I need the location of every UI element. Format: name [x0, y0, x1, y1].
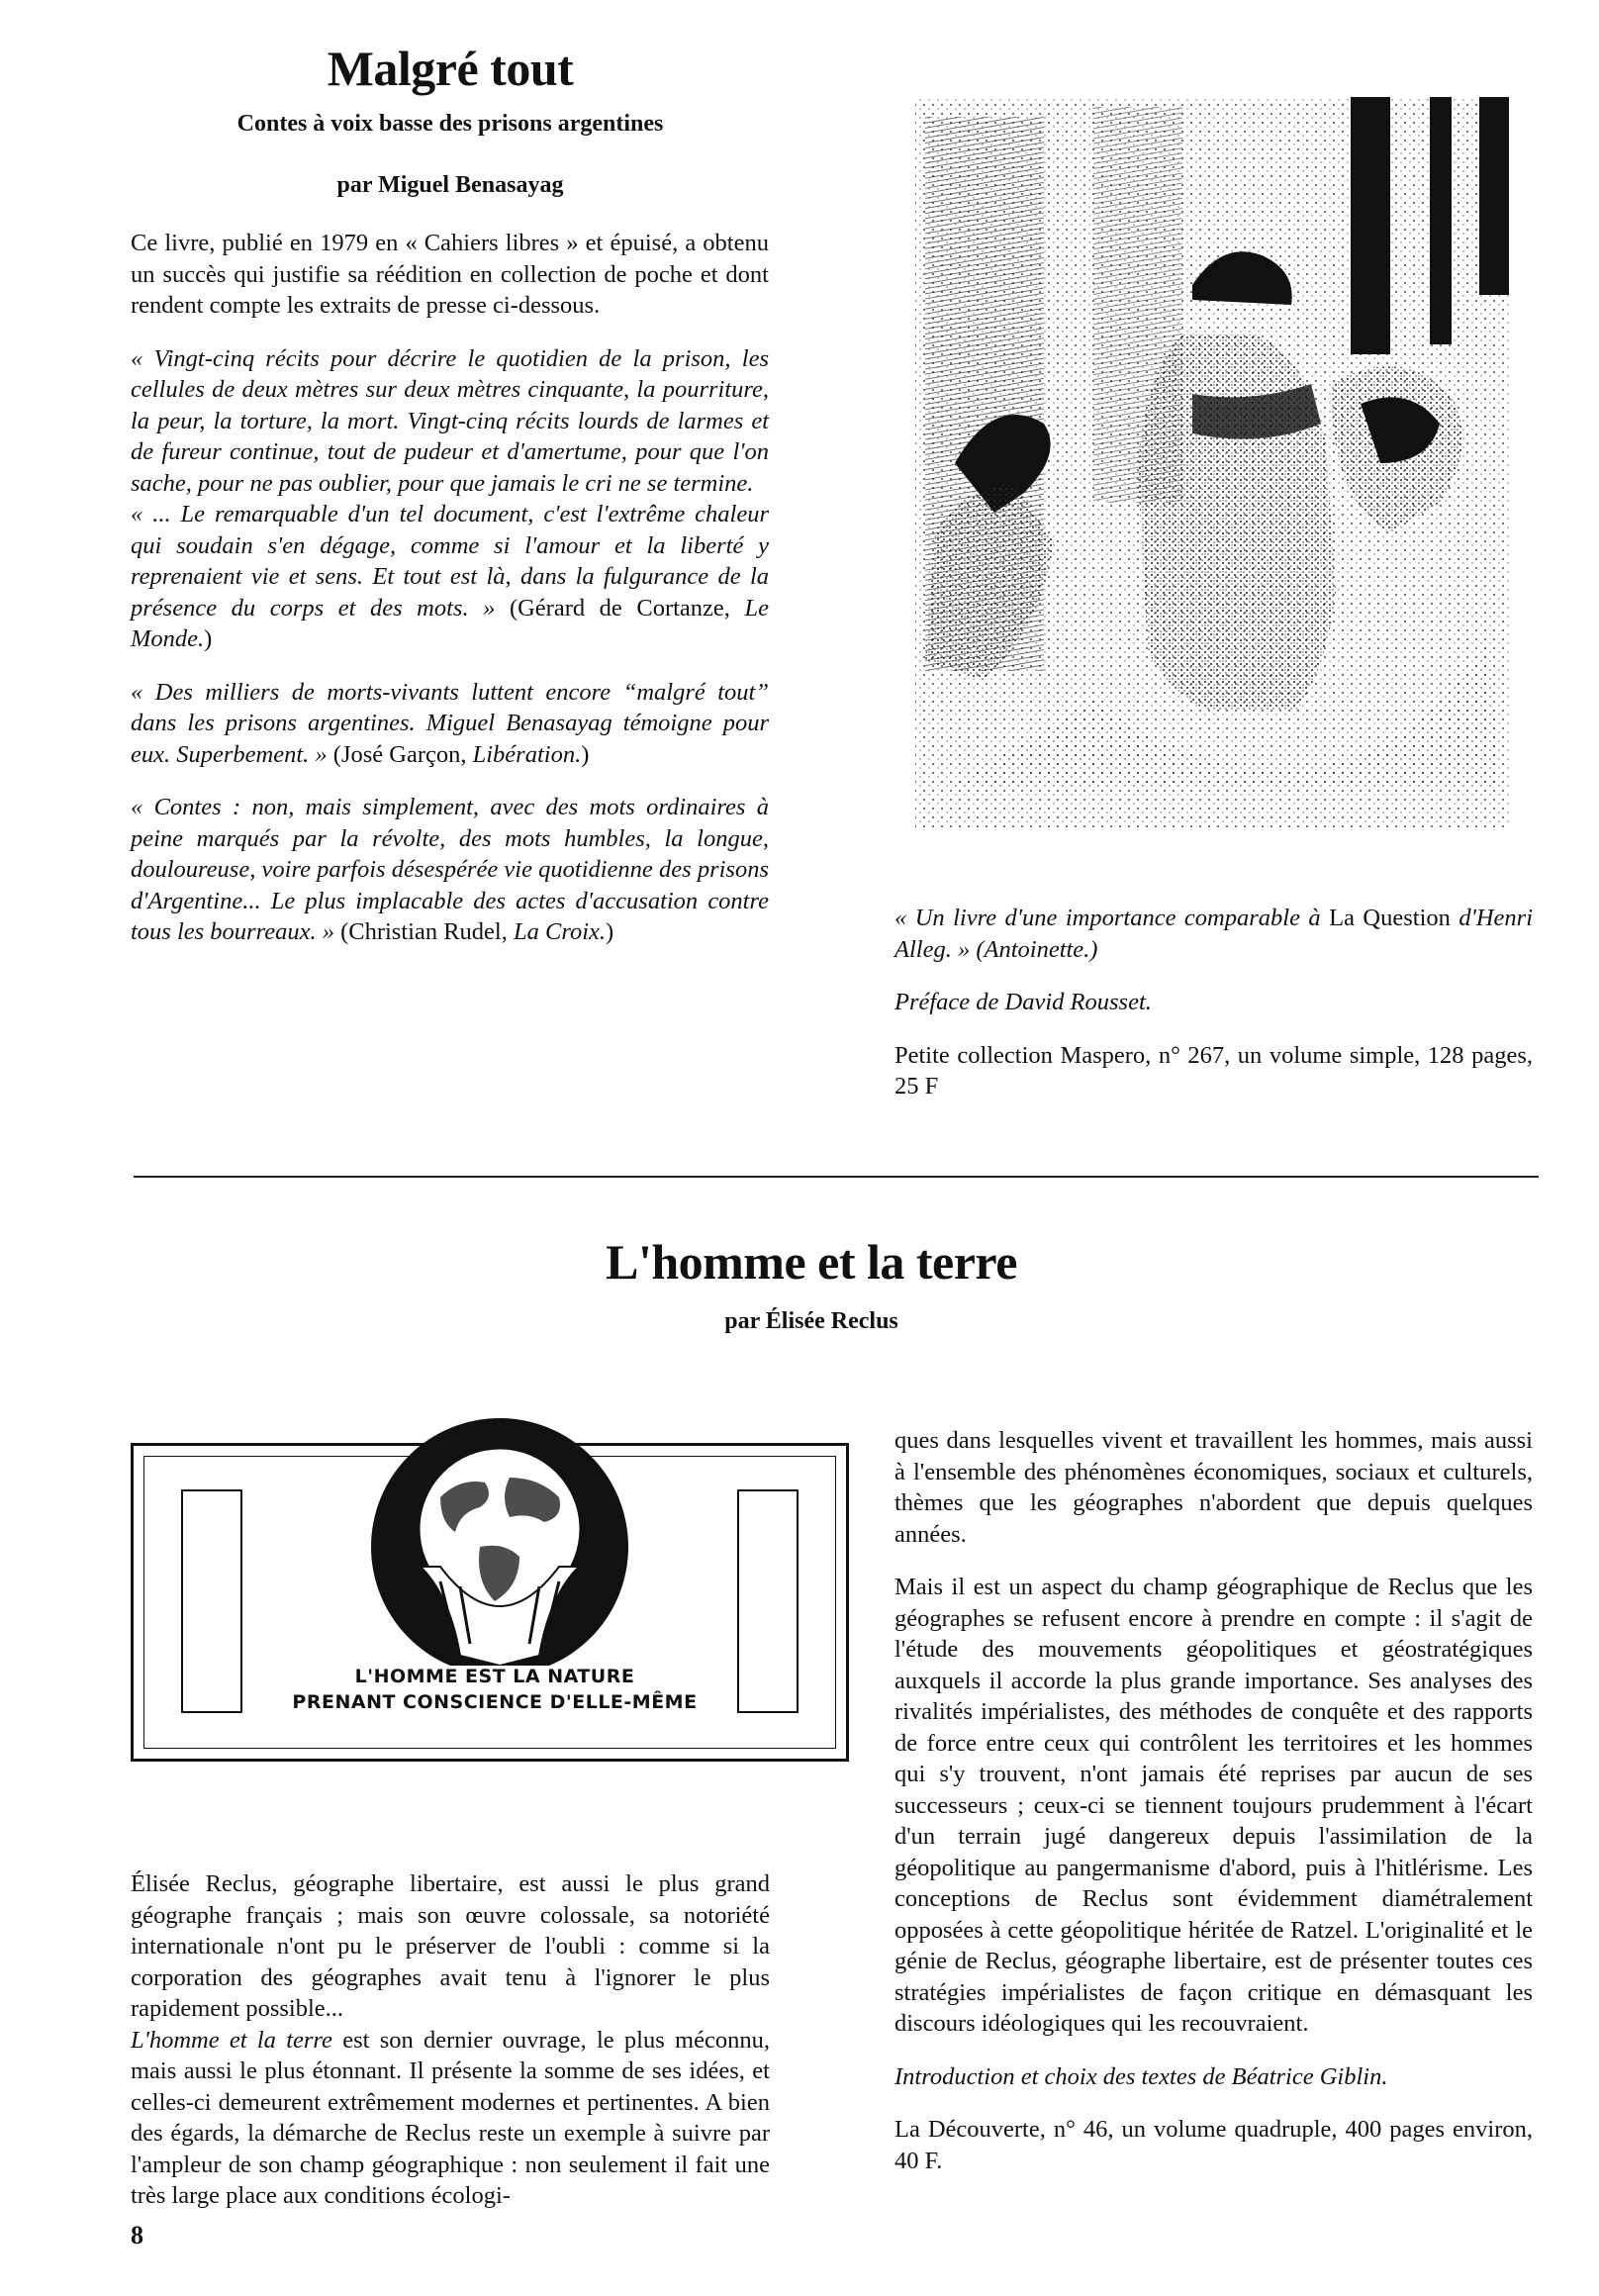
emblem-frame [131, 1443, 849, 1762]
article1-quote4-source: (Christian Rudel, [333, 918, 514, 945]
article2-col2-para2: Mais il est un aspect du champ géographique de Reclus que les géographes se refusent encore à prendre en compte : il s'agit de l'étude des mouvements géopolitiques et géostratégiques auxquels il accorde la plus grande importance. Ses analyses des rivalités impérialistes, des méthodes de conquête et des rapports de force entre ceux qui contrôlent les territoires et les hommes qui s'y trouvent, n'ont jamais été reprises par aucun de ses successeurs ; ceux-ci se tiennent toujours prudemment à l'écart d'un terrain jugé dangereux depuis l'assimilation de la géopolitique au pangermanisme d'abord, puis à l'hitlérisme. Les conceptions de Reclus sont évidemment diamétralement opposées à cette géopolitique héritée de Ratzel. L'originalité et le génie de Reclus, géographe libertaire, est de présenter toutes ces stratégies impérialistes de façon critique en démasquant les discours idéologiques qui les recouvraient. [894, 1574, 1533, 2037]
article1-quote5-rest: d'Henri Alleg. » (Antoinette.) [894, 905, 1533, 963]
emblem-caption-line1: L'HOMME EST LA NATURE [282, 1666, 707, 1687]
article1-quote2-pub: Le Monde. [131, 594, 769, 652]
article2-intro-credit: Introduction et choix des textes de Béatrice Giblin. [894, 2062, 1388, 2090]
emblem-right-panel [737, 1489, 799, 1713]
article2-col2-para1: ques dans lesquelles vivent et travaillent les hommes, mais aussi à l'ensemble des phénomènes économiques, sociaux et culturels, thèmes que les géographes n'abordent que depuis quelques années. [894, 1427, 1533, 1548]
article1-quote5 [894, 903, 1533, 965]
globe-hands-icon [361, 1418, 638, 1685]
article2-para1: Élisée Reclus, géographe libertaire, est aussi le plus grand géographe français ; mais son œuvre colossale, sa notoriété internationale n'ont pu le préserver de l'oubli : comme si la corporation des géographes avait tenu à l'ignorer le plus rapidement possible... [131, 1870, 770, 2022]
article1-quote4 [131, 792, 769, 948]
article2-author: par Élisée Reclus [724, 1308, 898, 1334]
prison-illustration [895, 57, 1529, 859]
article1-quote2 [131, 499, 769, 655]
article1-preface: Préface de David Rousset. [894, 989, 1152, 1015]
article1-quote5-text: « Un livre d'une importance comparable à [894, 905, 1330, 931]
article1-quote3-close: ) [581, 740, 590, 768]
article1-title: Malgré tout [327, 41, 574, 96]
article1-quote1: « Vingt-cinq récits pour décrire le quotidien de la prison, les cellules de deux mètres sur deux mètres cinquante, la pourriture, la peur, la torture, la mort. Vingt-cinq récits lourds de larmes et de fureur continue, tout de pudeur et d'amertume, pour que l'on sache, pour ne pas oublier, pour que jamais le cri ne se termine. [131, 344, 769, 497]
article1-quote2-close: ) [204, 625, 213, 652]
article1-quote3-source: (José Garçon, [327, 740, 473, 768]
article1-quote5-book: La Question [1329, 905, 1451, 931]
article1-quote3-pub: Libération. [472, 740, 582, 768]
article1-author: par Miguel Benasayag [336, 172, 564, 198]
article1-quote2-source: (Gérard de Cortanze, [495, 594, 745, 622]
article1-quote2-text: « ... Le remarquable d'un tel document, c'est l'extrême chaleur qui soudain s'en dégage, comme si l'amour et la liberté y reprenaient vie et sens. Et tout est là, dans la fulgurance de la présence du corps et des mots. » [131, 501, 769, 622]
article1-edition: Petite collection Maspero, n° 267, un volume simple, 128 pages, 25 F [894, 1041, 1533, 1100]
article1-quote3 [131, 677, 769, 771]
section-divider [134, 1176, 1539, 1178]
article1-quote4-close: ) [606, 918, 614, 945]
article1-quote4-text: « Contes : non, mais simplement, avec des mots ordinaires à peine marqués par la révolte, des mots humbles, la longue, douloureuse, voire parfois désespérée vie quotidienne des prisons d'Argentine... Le plus implacable des actes d'accusation contre tous les bourreaux. » [131, 794, 769, 945]
article2-right-column [894, 1425, 1533, 2198]
page-number: 8 [131, 2221, 143, 2249]
article2-para2 [131, 2025, 770, 2212]
article2-title: L'homme et la terre [606, 1234, 1017, 1290]
article1-quote3-text: « Des milliers de morts-vivants luttent encore “malgré tout” dans les prisons argentines. Miguel Benasayag témoigne pour eux. Superbement. » [131, 678, 769, 768]
article1-subtitle: Contes à voix basse des prisons argentines [236, 111, 664, 137]
article1-intro: Ce livre, publié en 1979 en « Cahiers libres » et épuisé, a obtenu un succès qui justifie sa réédition en collection de poche et dont rendent compte les extraits de presse ci-dessous. [131, 230, 769, 319]
emblem-caption-line2: PRENANT CONSCIENCE D'ELLE-MÊME [282, 1691, 707, 1713]
article2-edition: La Découverte, n° 46, un volume quadruple, 400 pages environ, 40 F. [894, 2116, 1533, 2174]
article1-right-column [894, 903, 1533, 1124]
article2-left-column [131, 1868, 770, 2234]
article1-left-column [131, 228, 769, 970]
article2-para2-book: L'homme et la terre [131, 2026, 332, 2054]
article2-para2-rest: est son dernier ouvrage, le plus méconnu, mais aussi le plus étonnant. Il présente la somme de ses idées, et celles-ci demeurent extrêmement modernes et pertinentes. A bien des égards, la démarche de Reclus reste un exemple à suivre par l'ampleur de son champ géographique : non seulement il fait une très large place aux conditions écologi- [131, 2026, 770, 2209]
emblem-left-panel [181, 1489, 242, 1713]
article1-quote4-pub: La Croix. [513, 918, 607, 945]
